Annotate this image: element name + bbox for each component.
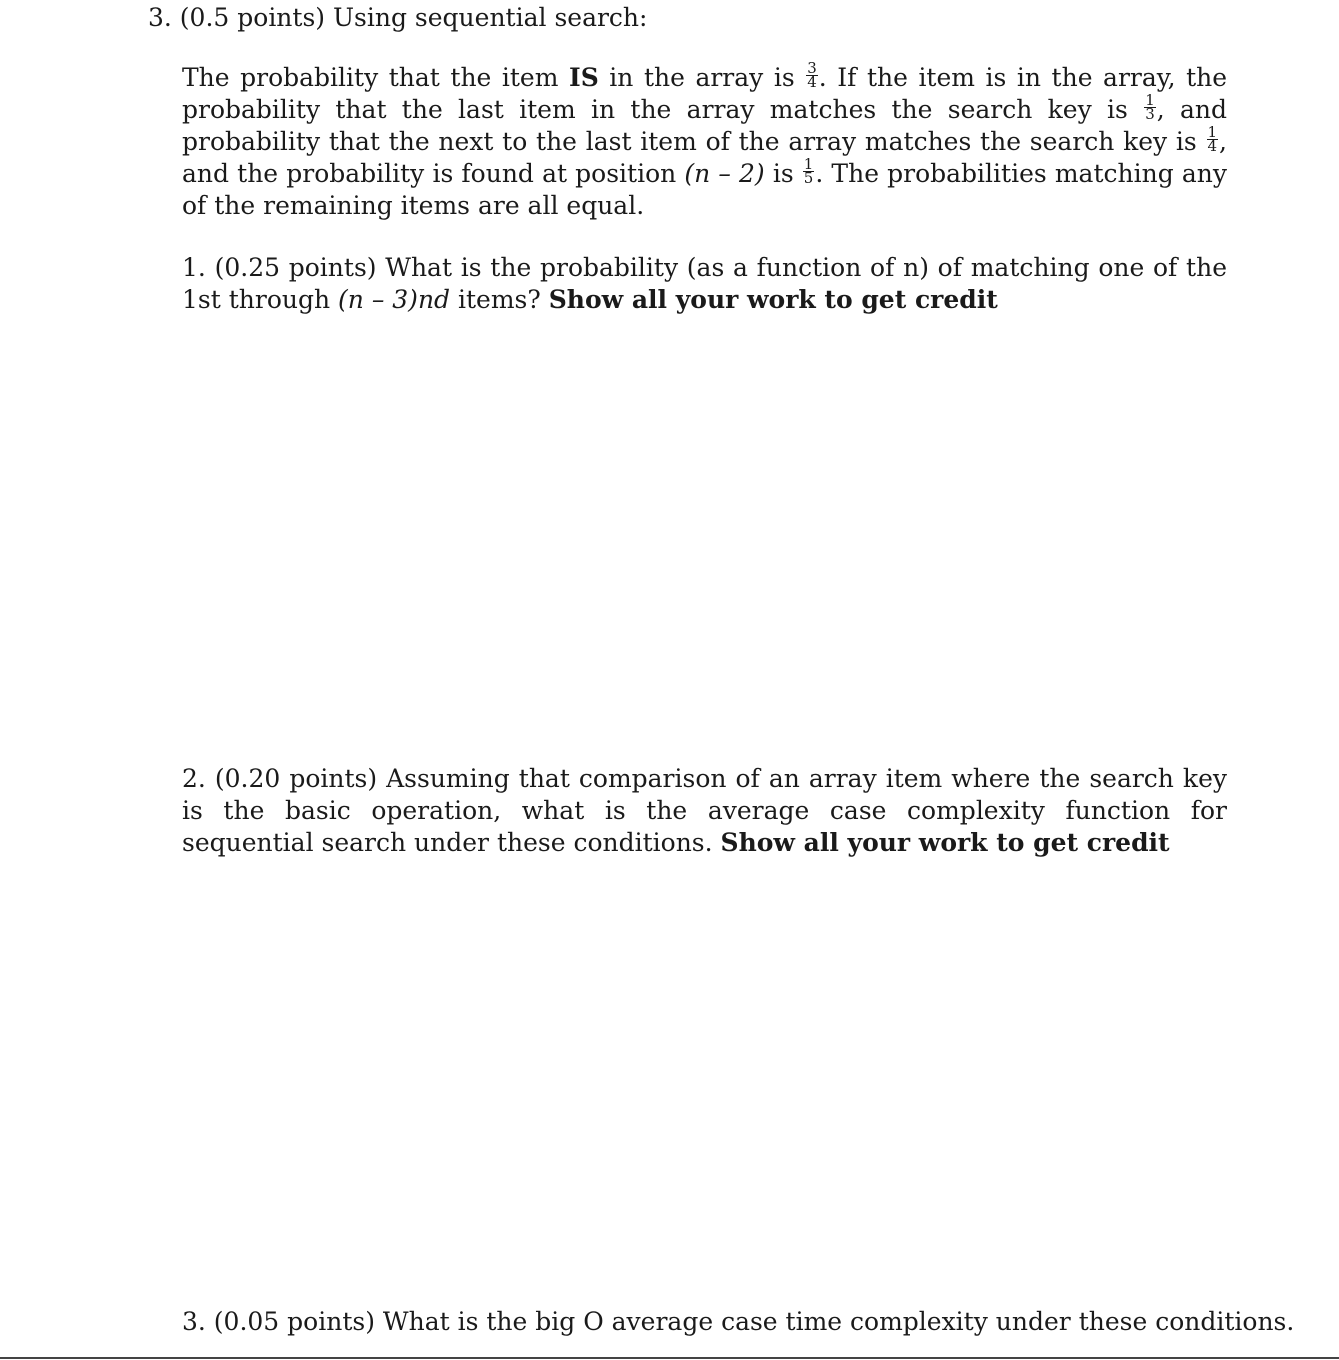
subquestion-2-text: 2. (0.20 points) Assuming that comparison of an array item where the search key is the basic operation, what is the average case complexity function for sequential search under these conditions. [182, 764, 1227, 857]
subquestion-1-math: (n – 3)nd [338, 285, 451, 314]
fraction-last-item [1144, 91, 1156, 123]
fraction-item-in-array [806, 59, 818, 91]
question-heading: 3. (0.5 points) Using sequential search: [148, 3, 648, 32]
subquestion-1-text: 1. (0.25 points) What is the probability (as a function of n) of matching one of the 1st through [182, 253, 1227, 314]
subquestion-2-instruction: Show all your work to get credit [720, 828, 1170, 857]
subquestion-3-text: 3. (0.05 points) What is the big O average case time complexity under these conditions. [182, 1307, 1295, 1336]
fraction-denominator: 4 [807, 73, 817, 91]
page-bottom-divider [0, 1357, 1339, 1359]
intro-bold-is: IS [569, 63, 599, 92]
fraction-numerator: 3 [807, 59, 817, 77]
intro-text: . The probabilities matching any of the remaining items are all equal. [182, 159, 1227, 220]
intro-text: , and probability that the next to the last item of the array matches the search key is [182, 95, 1228, 156]
fraction-numerator: 1 [803, 155, 814, 173]
subquestion-3 [182, 1306, 1295, 1338]
subquestion-1 [182, 252, 1227, 316]
fraction-numerator: 1 [1207, 123, 1218, 141]
intro-text: in the array is [598, 63, 806, 92]
intro-text: is [764, 159, 802, 188]
intro-text: . If the item is in the array, the probability that the last item in the array matches the search key is [182, 63, 1228, 124]
intro-math-position: (n – 2) [684, 159, 765, 188]
fraction-numerator: 1 [1145, 91, 1155, 109]
fraction-denominator: 4 [1207, 137, 1218, 155]
fraction-position-n-minus-2 [803, 155, 815, 187]
intro-text: The probability that the item [182, 63, 569, 92]
fraction-next-to-last-item [1207, 123, 1219, 155]
question-intro [182, 59, 1228, 222]
subquestion-2 [182, 763, 1227, 859]
subquestion-1-text-2: items? [450, 285, 549, 314]
fraction-denominator: 5 [803, 169, 814, 187]
fraction-denominator: 3 [1145, 105, 1155, 123]
intro-text: , and the probability is found at position [182, 127, 1227, 188]
subquestion-1-instruction: Show all your work to get credit [548, 285, 998, 314]
